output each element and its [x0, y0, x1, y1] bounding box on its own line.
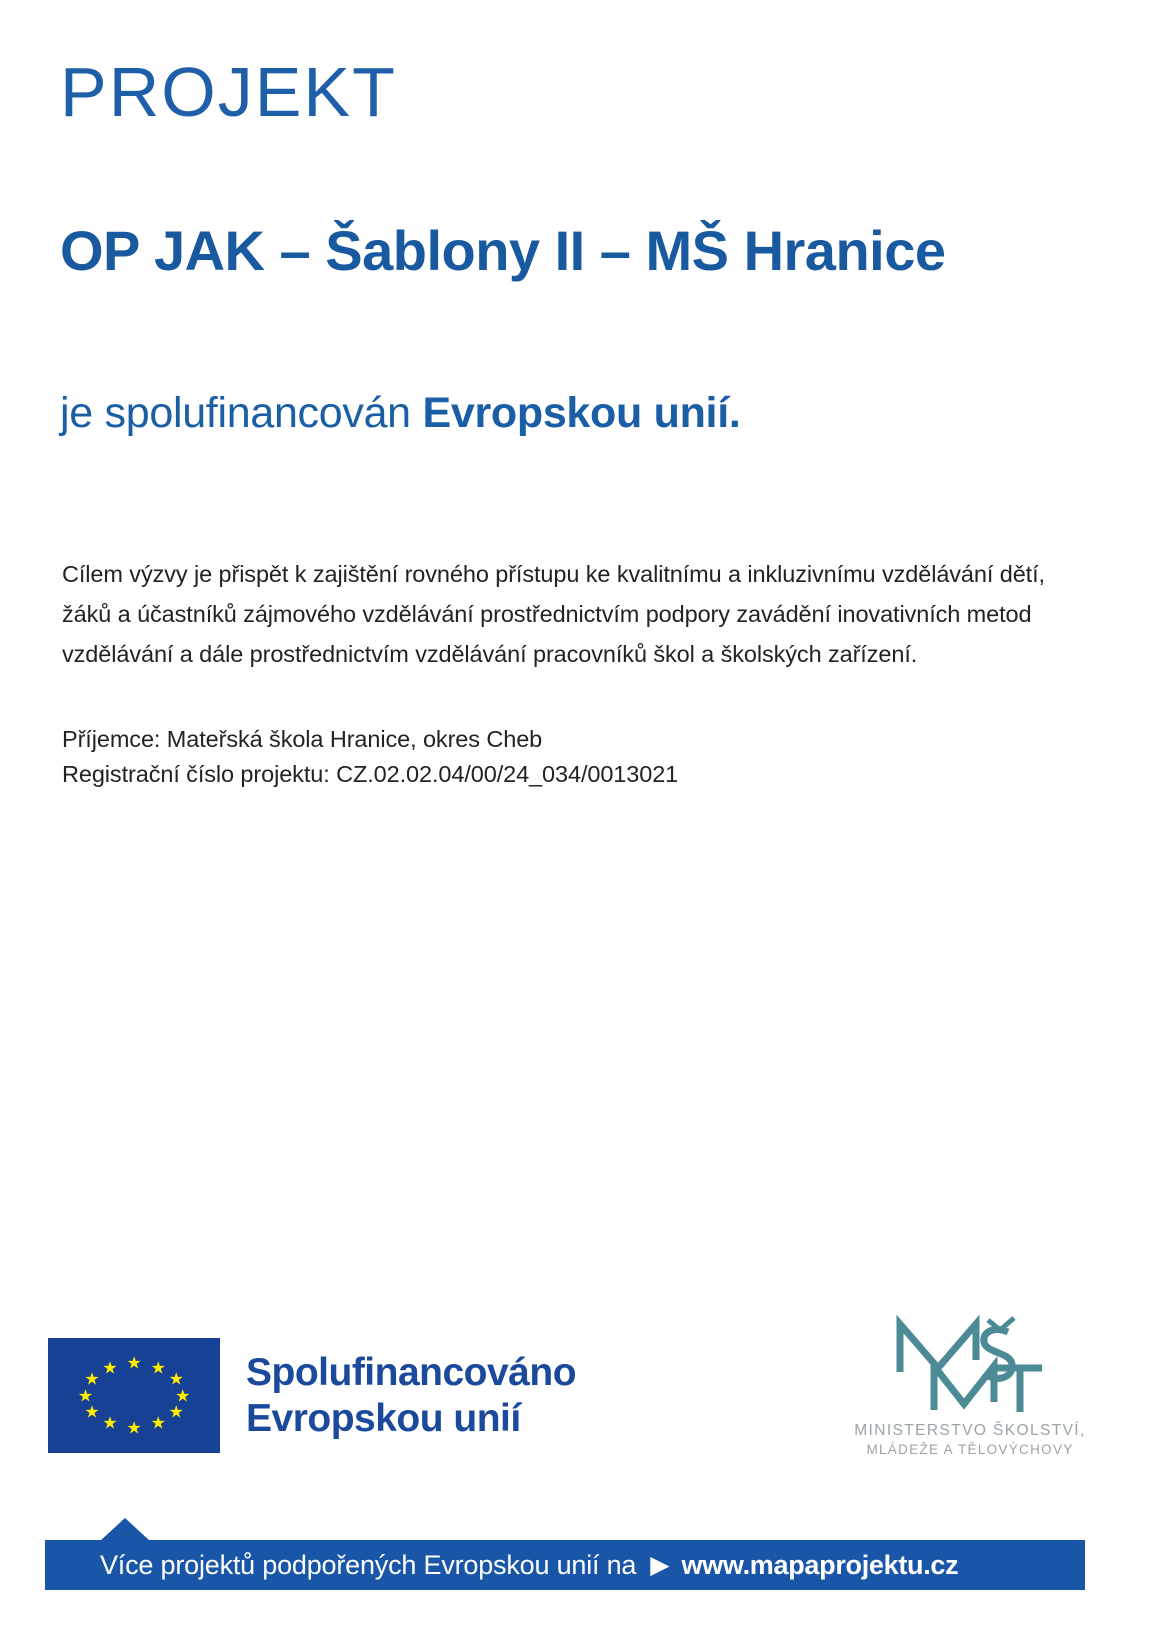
msmt-logo — [830, 1310, 1110, 1459]
arrow-right-icon: ▶ — [650, 1550, 670, 1579]
registration-number-line: Registrační číslo projektu: CZ.02.02.04/00/24_034/0013021 — [62, 761, 679, 787]
eu-caption-line-1: Spolufinancováno — [246, 1350, 577, 1394]
page-title: OP JAK – Šablony II – MŠ Hranice — [60, 219, 946, 282]
eu-logo-caption — [246, 1350, 576, 1442]
page-kicker: PROJEKT — [60, 53, 397, 131]
project-details — [62, 722, 1052, 792]
banner-bar — [45, 1540, 1085, 1590]
subtitle-normal-text: je spolufinancován — [60, 389, 423, 437]
banner-label: Více projektů podpořených Evropskou unií na — [100, 1549, 637, 1580]
eu-cofunding-logo — [48, 1338, 576, 1453]
msmt-monogram-icon — [890, 1310, 1050, 1416]
msmt-caption-line-1: MINISTERSTVO ŠKOLSTVÍ, — [854, 1422, 1086, 1439]
project-description: Cílem výzvy je přispět k zajištění rovného přístupu ke kvalitnímu a inkluzivnímu vzdělávání dětí, žáků a účastníků zájmového vzdělávání prostřednictvím podpory zavádění inovativních metod vzdělávání a dále prostřednictvím vzdělávání pracovníků škol a školských zařízení. — [62, 560, 1045, 667]
subtitle-strong-text: Evropskou unií. — [422, 389, 741, 437]
eu-flag-icon: ★ ★ ★ ★ ★ ★ ★ ★ ★ ★ ★ ★ — [48, 1338, 220, 1453]
msmt-caption-line-2: MLÁDEŽE A TĚLOVÝCHOVY — [866, 1442, 1074, 1457]
recipient-line: Příjemce: Mateřská škola Hranice, okres Cheb — [62, 726, 543, 752]
eu-caption-line-2: Evropskou unií — [246, 1396, 521, 1440]
banner-url-link[interactable]: www.mapaprojektu.cz — [681, 1549, 959, 1580]
page-subtitle — [60, 388, 1060, 440]
banner-notch-triangle — [100, 1518, 150, 1541]
bottom-banner — [45, 1518, 1085, 1590]
